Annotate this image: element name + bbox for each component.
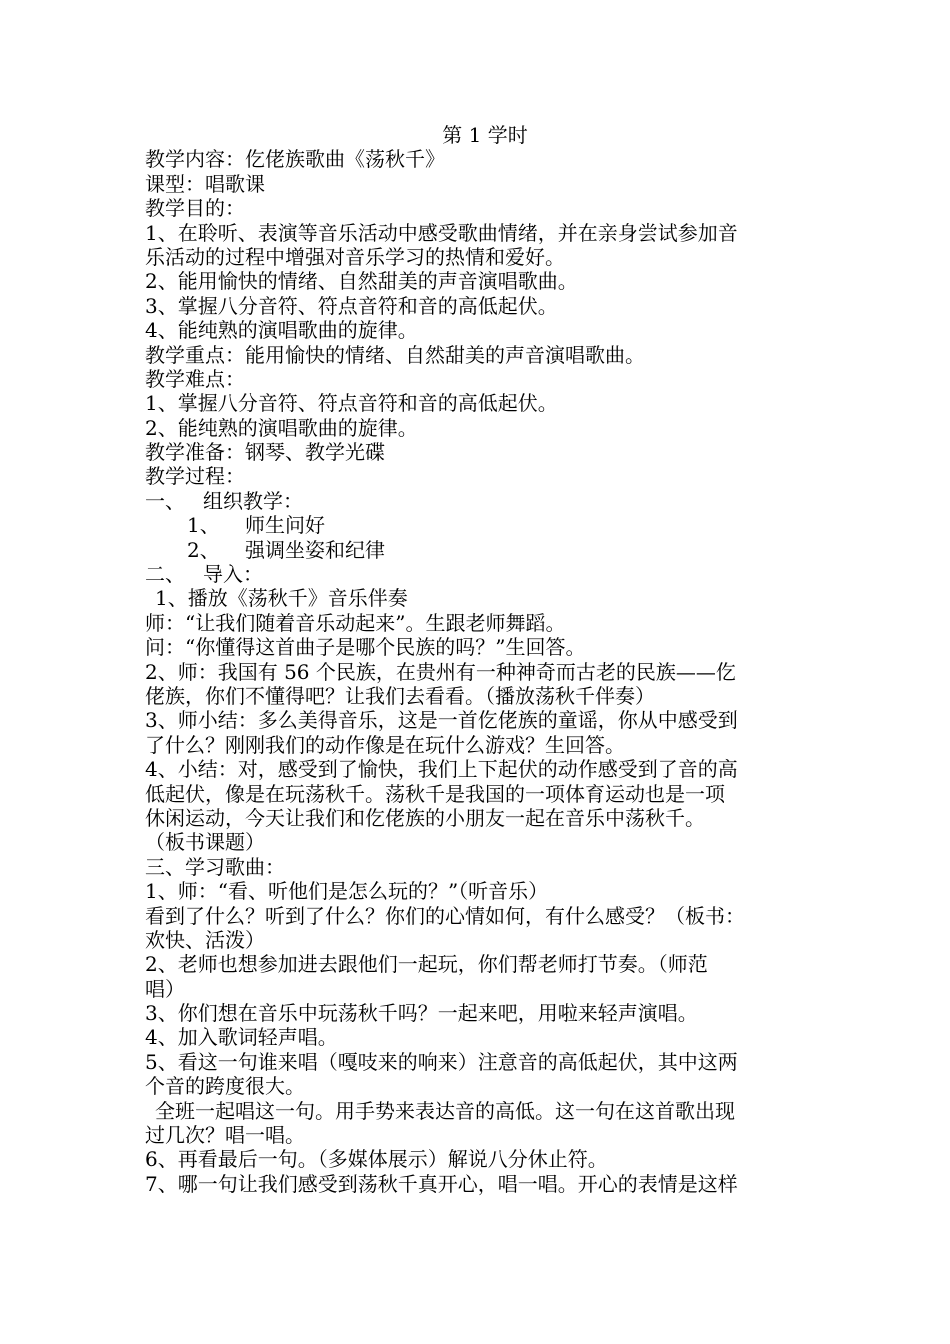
text-line: 全班一起唱这一句。用手势来表达音的高低。这一句在这首歌出现 bbox=[155, 1098, 735, 1123]
list-item-text: 强调坐姿和纪律 bbox=[245, 537, 385, 562]
text-line: 问：“你懂得这首曲子是哪个民族的吗？”生回答。 bbox=[145, 635, 586, 660]
text-line: 2、老师也想参加进去跟他们一起玩，你们帮老师打节奏。（师范 bbox=[145, 952, 708, 977]
text-line: 1、师：“看、听他们是怎么玩的？”（听音乐） bbox=[145, 879, 549, 904]
text-line: 1、播放《荡秋千》音乐伴奏 bbox=[155, 586, 408, 611]
text-line: 2、师：我国有 56 个民族，在贵州有一种神奇而古老的民族——仡 bbox=[145, 659, 736, 684]
text-line: 三、学习歌曲： bbox=[145, 854, 285, 879]
list-marker: 一、 bbox=[145, 488, 185, 513]
text-line: 4、加入歌词轻声唱。 bbox=[145, 1025, 338, 1050]
lesson-plan-body bbox=[145, 123, 825, 1196]
text-line: 3、师小结：多么美得音乐，这是一首仡佬族的童谣，你从中感受到 bbox=[145, 708, 738, 733]
text-line: 4、小结：对，感受到了愉快，我们上下起伏的动作感受到了音的高 bbox=[145, 757, 738, 782]
text-line: 欢快、活泼） bbox=[145, 927, 265, 952]
text-line: 唱） bbox=[145, 976, 185, 1001]
section-heading bbox=[145, 562, 825, 586]
list-marker: 二、 bbox=[145, 562, 185, 587]
text-line: （板书课题） bbox=[145, 830, 265, 855]
text-line: 了什么？刚刚我们的动作像是在玩什么游戏？生回答。 bbox=[145, 732, 625, 757]
text-line: 2、能用愉快的情绪、自然甜美的声音演唱歌曲。 bbox=[145, 269, 578, 294]
list-marker: 2、 bbox=[187, 537, 220, 562]
list-marker: 1、 bbox=[187, 513, 220, 538]
text-line: 2、能纯熟的演唱歌曲的旋律。 bbox=[145, 415, 418, 440]
section-heading-text: 组织教学： bbox=[203, 488, 303, 513]
text-line: 教学准备：钢琴、教学光碟 bbox=[145, 440, 385, 465]
section-heading bbox=[145, 489, 825, 513]
text-line: 教学目的： bbox=[145, 196, 245, 221]
text-line: 3、掌握八分音符、符点音符和音的高低起伏。 bbox=[145, 293, 558, 318]
text-line: 教学内容：仡佬族歌曲《荡秋千》 bbox=[145, 147, 445, 172]
text-line: 3、你们想在音乐中玩荡秋千吗？一起来吧，用啦来轻声演唱。 bbox=[145, 1001, 698, 1026]
text-line: 看到了什么？听到了什么？你们的心情如何，有什么感受？（板书： bbox=[145, 903, 745, 928]
text-line: 7、哪一句让我们感受到荡秋千真开心，唱一唱。开心的表情是这样 bbox=[145, 1171, 738, 1196]
text-line: 1、在聆听、表演等音乐活动中感受歌曲情绪，并在亲身尝试参加音 bbox=[145, 220, 738, 245]
text-line: 师：“让我们随着音乐动起来”。生跟老师舞蹈。 bbox=[145, 610, 566, 635]
list-item bbox=[145, 538, 825, 562]
text-line: 课型：唱歌课 bbox=[145, 171, 265, 196]
list-item-text: 师生问好 bbox=[245, 513, 325, 538]
text-line: 教学重点：能用愉快的情绪、自然甜美的声音演唱歌曲。 bbox=[145, 342, 645, 367]
text-line: 4、能纯熟的演唱歌曲的旋律。 bbox=[145, 318, 418, 343]
text-line: 乐活动的过程中增强对音乐学习的热情和爱好。 bbox=[145, 244, 565, 269]
text-line: 教学难点： bbox=[145, 366, 245, 391]
text-line: 过几次？唱一唱。 bbox=[145, 1123, 305, 1148]
text-line: 个音的跨度很大。 bbox=[145, 1074, 305, 1099]
section-heading-text: 导入： bbox=[203, 562, 263, 587]
page-title: 第 1 学时 bbox=[442, 123, 528, 147]
list-item bbox=[145, 513, 825, 537]
text-line: 休闲运动，今天让我们和仡佬族的小朋友一起在音乐中荡秋千。 bbox=[145, 805, 705, 830]
text-line: 低起伏，像是在玩荡秋千。荡秋千是我国的一项体育运动也是一项 bbox=[145, 781, 725, 806]
text-line: 1、掌握八分音符、符点音符和音的高低起伏。 bbox=[145, 391, 558, 416]
text-line: 教学过程： bbox=[145, 464, 245, 489]
text-line: 5、看这一句谁来唱（嘎吱来的响来）注意音的高低起伏，其中这两 bbox=[145, 1049, 738, 1074]
text-line: 佬族，你们不懂得吧？让我们去看看。（播放荡秋千伴奏） bbox=[145, 683, 655, 708]
text-line: 6、再看最后一句。（多媒体展示）解说八分休止符。 bbox=[145, 1147, 608, 1172]
